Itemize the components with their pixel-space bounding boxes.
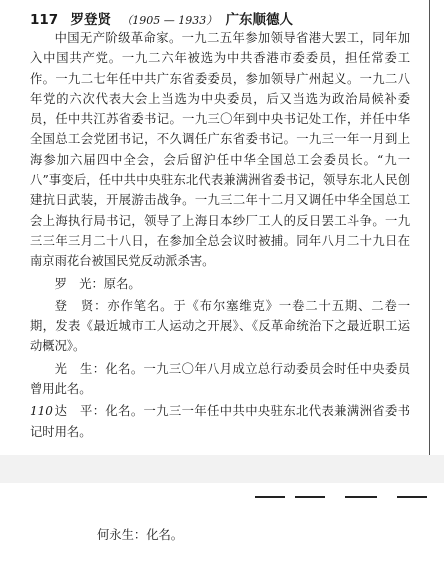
entry-number: 117 — [30, 12, 59, 28]
entry-name: 罗登贤 — [70, 12, 111, 28]
alias-item: 罗 光：原名。 — [54, 276, 141, 291]
alias-item: 达 平：化名。一九三一年任中共中央驻东北代表兼满洲省委书记时用名。 — [30, 404, 410, 439]
alias-item: 光 生：化名。一九三〇年八月成立总行动委员会时任中央委员曾用此名。 — [30, 361, 410, 397]
alias-item: 登 贤：亦作笔名。于《布尔塞维克》一卷二十五期、二卷一期，发表《最近城市工人运动之开展》、《反革命统治下之最近职工运动概况》。 — [30, 298, 410, 354]
separator-dash — [255, 496, 285, 498]
separator-dash — [295, 496, 325, 498]
biography-paragraph: 中国无产阶级革命家。一九二五年参加领导省港大罢工，同年加入中国共产党。一九二六年被选为中共香港市委委员，担任常委工作。一九二七年任中共广东省委委员，参加领导广州起义。一九二八年党的六次代表大会上当选为中央委员，后又当选为政治局候补委员，任中共江苏省委书记。一九三〇年到中央书记处工作，并任中华全国总工会党团书记，不久调任广东省委书记。一九三一年一月到上海参加六届四中全会，会后留沪任中华全国总工会委员长。“九一八”事变后，任中共中央驻东北代表兼满洲省委书记，领导东北人民创建抗日武装，开展游击战争。一九三二年十二月又调任中华全国总工会上海执行局书记，领导了上海日本纱厂工人的反日罢工斗争。一九三三年三月二十八日，在参加全总会议时被捕。同年八月二十九日在南京雨花台被国民党反动派杀害。 — [30, 31, 410, 269]
page-edge-line — [429, 0, 430, 455]
separator-dash — [345, 496, 377, 498]
entry-body — [30, 28, 410, 442]
page-gap — [0, 455, 444, 483]
page-number: 110 — [30, 404, 53, 418]
entry-header — [30, 8, 293, 28]
entry-years: （1905 — 1933） — [121, 14, 218, 27]
next-page-text: 何永生：化名。 — [97, 528, 184, 542]
separator-dash — [397, 496, 427, 498]
entry-origin: 广东顺德人 — [225, 12, 294, 28]
